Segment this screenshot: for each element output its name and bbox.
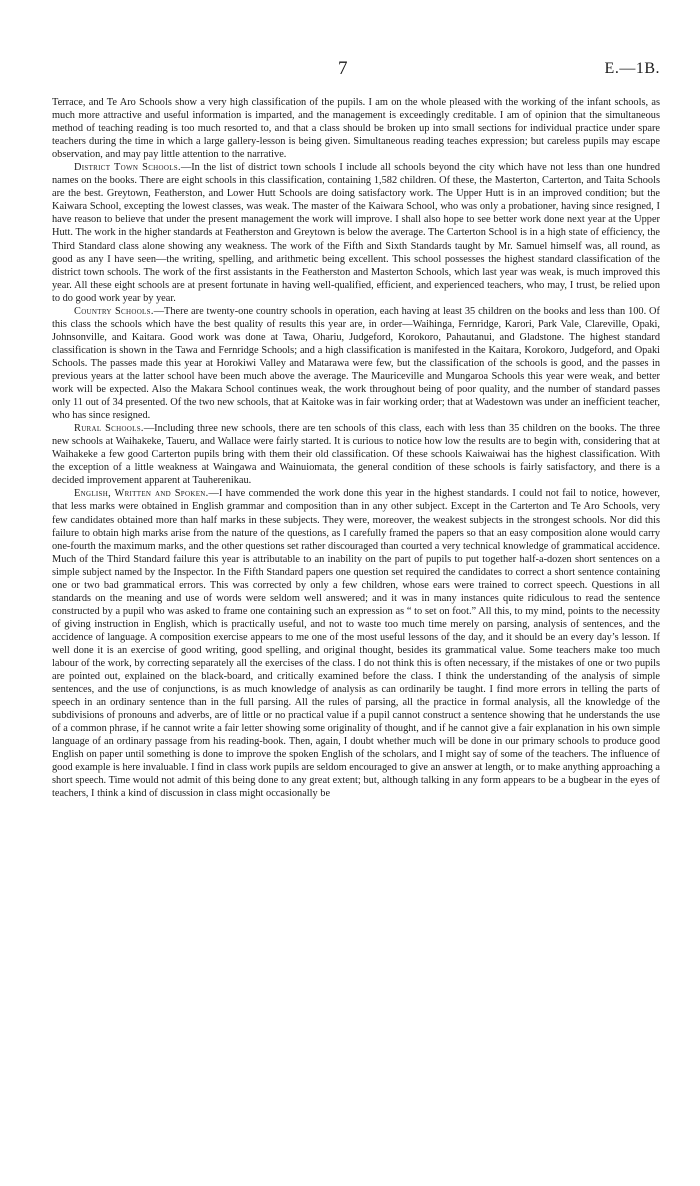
paragraph-district-town-schools	[52, 161, 660, 305]
paragraph-country-schools	[52, 305, 660, 422]
body-text	[52, 96, 660, 801]
paragraph-text: —There are twenty-one country schools in operation, each having at least 35 children on the books and less than 100. Of this class the schools which have the best quality of results this year are, in order—Waihinga, Fernridge, Karori, Park Vale, Clareville, Opaki, Johnsonville, and Kaitara. Good work was done at Tawa, Ohariu, Judgeford, Korokoro, Pahautanui, and Gladstone. The highest standard classification is shown in the Tawa and Fernridge Schools; and a high classification is manifested in the Kaitara, Korokoro, Judgeford, and Opaki Schools. The passes made this year at Horokiwi Valley and Matarawa were few, but the classification of the schools is good, and the passes in previous years at the latter school have been much above the average. The Mauriceville and Mungaroa Schools this year were weak, and better work will be expected. Also the Makara School continues weak, the work throughout being of poor quality, and the number of standard passes only 11 out of 34 presented. Of the two new schools, that at Kaitoke was in fair working order; that at Wadestown was under an inefficient teacher, who has since resigned.	[52, 305, 660, 422]
paragraph-continuation	[52, 96, 660, 161]
page-number: 7	[338, 58, 348, 79]
section-heading: District Town Schools.	[74, 162, 181, 174]
paragraph-text: —Including three new schools, there are ten schools of this class, each with less than 35 children on the books. The three new schools at Waihakeke, Taueru, and Wallace were fairly started. It is curious to notice how low the results are to begin with, considering that at Waihakeke a few good Carterton pupils bring with them their old classification. Of these schools Kaiwaiwai has the highest classification. With the exception of a little weakness at Waingawa and Wainuiomata, the general condition of these schools is fairly satisfactory, and there is a decided improvement apparent at Tauherenikau.	[52, 423, 660, 487]
section-heading: Country Schools.	[74, 305, 154, 317]
paragraph-english	[52, 487, 660, 800]
section-heading: Rural Schools.	[74, 423, 144, 435]
section-heading: English, Written and Spoken.	[74, 488, 209, 500]
document-reference: E.—1B.	[604, 60, 660, 77]
paragraph-text: —In the list of district town schools I include all schools beyond the city which have not less than one hundred names on the books. There are eight schools in this classification, containing 1,582 children. Of these, the Masterton, Carterton, and Taita Schools are the best. Greytown, Featherston, and Lower Hutt Schools are doing satisfactory work. The Upper Hutt is in an improved condition; but the Kaiwara School, excepting the lowest classes, was weak. The master of the Kaiwara School, who was only a probationer, having since resigned, I have reason to believe that under the present management the work will improve. I shall also hope to see better work done next year at the Upper Hutt. The work in the higher standards at Featherston and Greytown is below the average. The Carterton School is in a high state of efficiency, the Third Standard class alone showing any weakness. The work of the Fifth and Sixth Standards taught by Mr. Samuel himself was, all round, as good as any I have seen—the writing, spelling, and arithmetic being excellent. This school possesses the highest standard classification of the district town schools. The work of the first assistants in the Featherston and Masterton Schools, which last year was weak, is much improved this year. All these eight schools are at present fortunate in having well-qualified, efficient, and experienced teachers, who may, I trust, be relied upon to do good work year by year.	[52, 162, 660, 304]
page-header	[0, 58, 700, 82]
paragraph-rural-schools	[52, 422, 660, 487]
paragraph-text: —I have commended the work done this year in the highest standards. I could not fail to notice, however, that less marks were obtained in English grammar and composition than in any other subject. Except in the Carterton and Te Aro Schools, very few candidates obtained more than half marks in these subjects. They were, moreover, the weakest subjects in the strongest schools. Nor did this failure to obtain high marks arise from the nature of the questions, as I carefully framed the papers so that an easy composition alone would carry one-fourth the maximum marks, and the other questions set rather discouraged than courted a very technical knowledge of grammatical accidence. Much of the Third Standard failure this year is attributable to an inability on the part of pupils to put together half-a-dozen short sentences on a simple subject named by the Inspector. In the Fifth Standard papers one question set required the candidates to correct a short sentence containing one or two bad grammatical errors. This was corrected by only a few children, whose ears were trained to correct speech. Questions in all standards on the meaning and use of words were seldom well answered; and it was in many instances quite ridiculous to read the sentence constructed by a pupil who was asked to frame one containing such an expression as “ to set on foot.” All this, to my mind, points to the necessity of giving instruction in English, which is practically useful, and not to waste too much time merely on parsing, analysis of sentences, and the accidence of language. A composition exercise appears to me one of the most useful lessons of the day, and it should be an every day’s lesson. If well done it is an exercise of good writing, good spelling, and original thought, besides its grammatical value. Some teachers make too much labour of the work, by correcting separately all the exercises of the class. I do not think this is often necessary, if the mistakes of one or two pupils are pointed out, explained on the black-board, and critically examined before the class. I think the understanding of the analysis of simple sentences, and the use of conjunctions, is as much knowledge of analysis as can ordinarily be taught. I find more errors in telling the parts of speech in an ordinary sentence than in the full parsing. All the rules of parsing, all the practice in formal analysis, all the knowledge of the subdivisions of pronouns and adverbs, are of little or no practical value if a pupil cannot construct a sentence showing that he understands the use of a common phrase, if he cannot write a fair letter showing some originality of thought, and if he cannot give a fair explanation in his own simple language of an ordinary passage from his reading-book. Then, again, I doubt whether much will be done in our primary schools to produce good English on paper until something is done to improve the spoken English of the scholars, and I might say of some of the teachers. The influence of good example is here invaluable. I find in class work pupils are seldom encouraged to give an answer at length, or to make anything approaching a short speech. Time would not admit of this being done to any great extent; but, although talking in any form appears to be a bugbear in the eyes of teachers, I think a kind of discussion in class might occasionally be	[52, 488, 660, 800]
paragraph-text: Terrace, and Te Aro Schools show a very high classification of the pupils. I am on the whole pleased with the working of the infant schools, as much more attractive and useful information is imparted, and the management is exceedingly creditable. I am of opinion that the simultaneous method of teaching reading is too much resorted to, and that a class should be broken up into small sections for individual practice under spare teachers during the time in which a large gallery-lesson is being given. Simultaneous reading teaches expression; but careless pupils may escape observation, and may pay little attention to the narrative.	[52, 97, 660, 161]
